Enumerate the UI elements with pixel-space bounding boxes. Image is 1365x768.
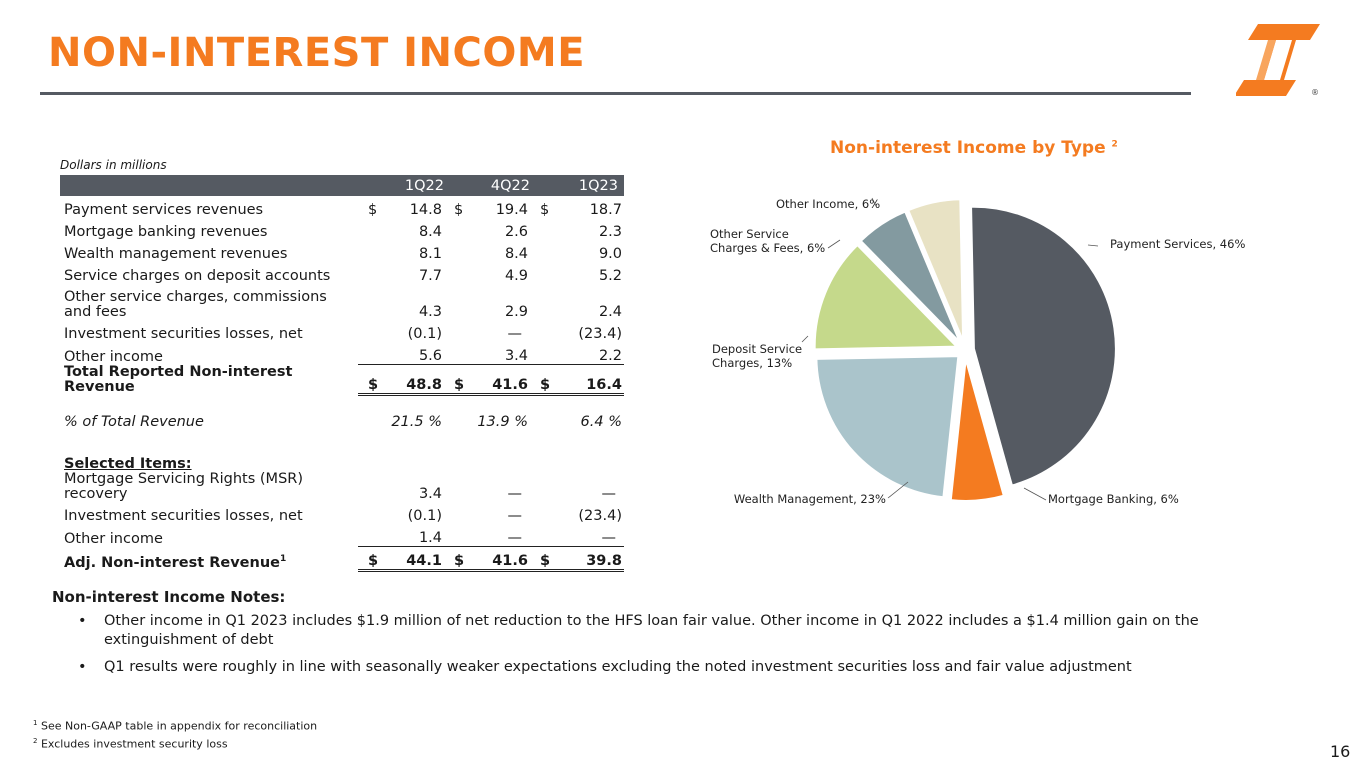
table-row xyxy=(60,240,624,262)
cell-value: 2.9 xyxy=(504,304,528,320)
leader-line xyxy=(1024,488,1046,500)
table-row xyxy=(60,342,624,365)
cell-value: 2.4 xyxy=(598,304,622,320)
cell-value: 44.1 xyxy=(380,547,444,571)
cell-value: — xyxy=(507,326,522,342)
cell-value: — xyxy=(601,486,616,502)
cell-value: — xyxy=(507,508,522,524)
note-item: • Other income in Q1 2023 includes $1.9 million of net reduction to the HFS loan fair value. Other income in Q1 2022 includes a $1.4 million gain on the extinguishment of debt xyxy=(78,612,1308,650)
pie-label: Wealth Management, 23% xyxy=(733,492,886,506)
cell-value: 6.4 % xyxy=(580,414,622,430)
cell-value: 2.3 xyxy=(598,224,622,240)
row-label: Wealth management revenues xyxy=(64,246,288,262)
column-header: 1Q22 xyxy=(358,175,444,196)
cell-value: 3.4 xyxy=(466,342,530,365)
row-label: Service charges on deposit accounts xyxy=(64,268,331,284)
currency-symbol: $ xyxy=(530,365,552,395)
leader-line xyxy=(1088,245,1098,246)
currency-symbol: $ xyxy=(540,202,550,218)
footnote: $^1$ See Non-GAAP table in appendix for reconciliation xyxy=(33,719,318,733)
currency-symbol: $ xyxy=(454,202,464,218)
table-row xyxy=(60,284,624,320)
cell-value: 9.0 xyxy=(598,246,622,262)
cell-value: 16.4 xyxy=(552,365,624,395)
currency-symbol: $ xyxy=(358,365,380,395)
column-header: 1Q23 xyxy=(530,175,624,196)
cell-value: 13.9 % xyxy=(477,414,528,430)
row-label: Mortgage Servicing Rights (MSR) recovery xyxy=(64,471,304,502)
cell-value: 3.4 xyxy=(418,486,442,502)
currency-symbol: $ xyxy=(444,547,466,571)
table-row xyxy=(60,218,624,240)
column-header: 4Q22 xyxy=(444,175,530,196)
row-label: Investment securities losses, net xyxy=(64,508,303,524)
pie-label: Deposit Service Charges, 13% xyxy=(712,342,803,370)
page-number: 16 xyxy=(1330,742,1351,761)
cell-value: (0.1) xyxy=(407,508,442,524)
currency-symbol: $ xyxy=(358,547,380,571)
footnote: $^2$ Excludes investment security loss xyxy=(33,736,228,751)
row-label: Payment services revenues xyxy=(64,202,264,218)
cell-value: (23.4) xyxy=(578,508,622,524)
row-label: Total Reported Non-interest Revenue xyxy=(64,363,293,395)
row-label: Investment securities losses, net xyxy=(64,326,303,342)
currency-symbol: $ xyxy=(368,202,378,218)
cell-value: — xyxy=(507,486,522,502)
row-label: Other income xyxy=(64,348,163,365)
table-header-row xyxy=(60,175,624,196)
pie-label: Other Service Charges & Fees, 6% xyxy=(710,227,826,255)
currency-symbol: $ xyxy=(444,365,466,395)
row-label: Mortgage banking revenues xyxy=(64,224,268,240)
currency-symbol: $ xyxy=(530,547,552,571)
notes-list xyxy=(78,604,1308,677)
table-row xyxy=(60,472,624,502)
row-label: Other income xyxy=(64,530,163,547)
cell-value: 1.4 xyxy=(380,524,444,547)
pie-slice-payment-services xyxy=(971,207,1116,486)
percent-row xyxy=(60,395,624,431)
table-row xyxy=(60,320,624,342)
title-divider xyxy=(40,92,1191,95)
note-item: • Q1 results were roughly in line with seasonally weaker expectations excluding the noted investment securities loss and fair value adjustment xyxy=(78,658,1308,677)
cell-value: 2.6 xyxy=(504,224,528,240)
selected-items-heading-row xyxy=(60,450,624,472)
footnotes xyxy=(33,716,317,751)
non-interest-income-table xyxy=(60,175,624,572)
cell-value: 8.1 xyxy=(418,246,442,262)
cell-value: — xyxy=(552,524,624,547)
pie-label: Other Income, 6% xyxy=(776,197,881,211)
cell-value: 41.6 xyxy=(466,547,530,571)
income-by-type-pie-chart xyxy=(690,170,1310,510)
cell-value: 41.6 xyxy=(466,365,530,395)
cell-value: 19.4 xyxy=(495,202,528,218)
cell-value: 39.8 xyxy=(552,547,624,571)
table-row xyxy=(60,524,624,547)
cell-value: — xyxy=(466,524,530,547)
pie-label: Payment Services, 46% xyxy=(1110,237,1246,251)
cell-value: 5.6 xyxy=(380,342,444,365)
registered-mark: ® xyxy=(1311,88,1319,97)
table-row xyxy=(60,196,624,218)
cell-value: (0.1) xyxy=(407,326,442,342)
leader-line xyxy=(828,240,840,248)
cell-value: 48.8 xyxy=(380,365,444,395)
cell-value: 21.5 % xyxy=(391,414,442,430)
adjusted-total-row xyxy=(60,547,624,571)
pie-label: Mortgage Banking, 6% xyxy=(1048,492,1179,506)
table-row xyxy=(60,262,624,284)
row-label: Other service charges, commissions and fees xyxy=(64,289,327,320)
selected-items-heading: Selected Items: xyxy=(64,456,192,472)
cell-value: 4.9 xyxy=(504,268,528,284)
cell-value: 18.7 xyxy=(589,202,622,218)
chart-title: Non-interest Income by Type $^2$ xyxy=(830,138,1118,158)
cell-value: 7.7 xyxy=(418,268,442,284)
cell-value: 8.4 xyxy=(418,224,442,240)
page-title: NON-INTEREST INCOME xyxy=(48,30,586,76)
pie-slice-wealth-management xyxy=(816,356,958,497)
cell-value: 2.2 xyxy=(552,342,624,365)
leader-line xyxy=(802,336,808,342)
row-label: Adj. Non-interest Revenue$^1$ xyxy=(64,553,287,571)
table-row xyxy=(60,502,624,524)
cell-value: 5.2 xyxy=(598,268,622,284)
row-label: % of Total Revenue xyxy=(64,414,204,430)
notes-title: Non-interest Income Notes: xyxy=(52,588,286,606)
table-units: Dollars in millions xyxy=(60,158,167,172)
total-row xyxy=(60,365,624,395)
cell-value: 14.8 xyxy=(409,202,442,218)
cell-value: (23.4) xyxy=(578,326,622,342)
cell-value: 4.3 xyxy=(418,304,442,320)
cell-value: 8.4 xyxy=(504,246,528,262)
